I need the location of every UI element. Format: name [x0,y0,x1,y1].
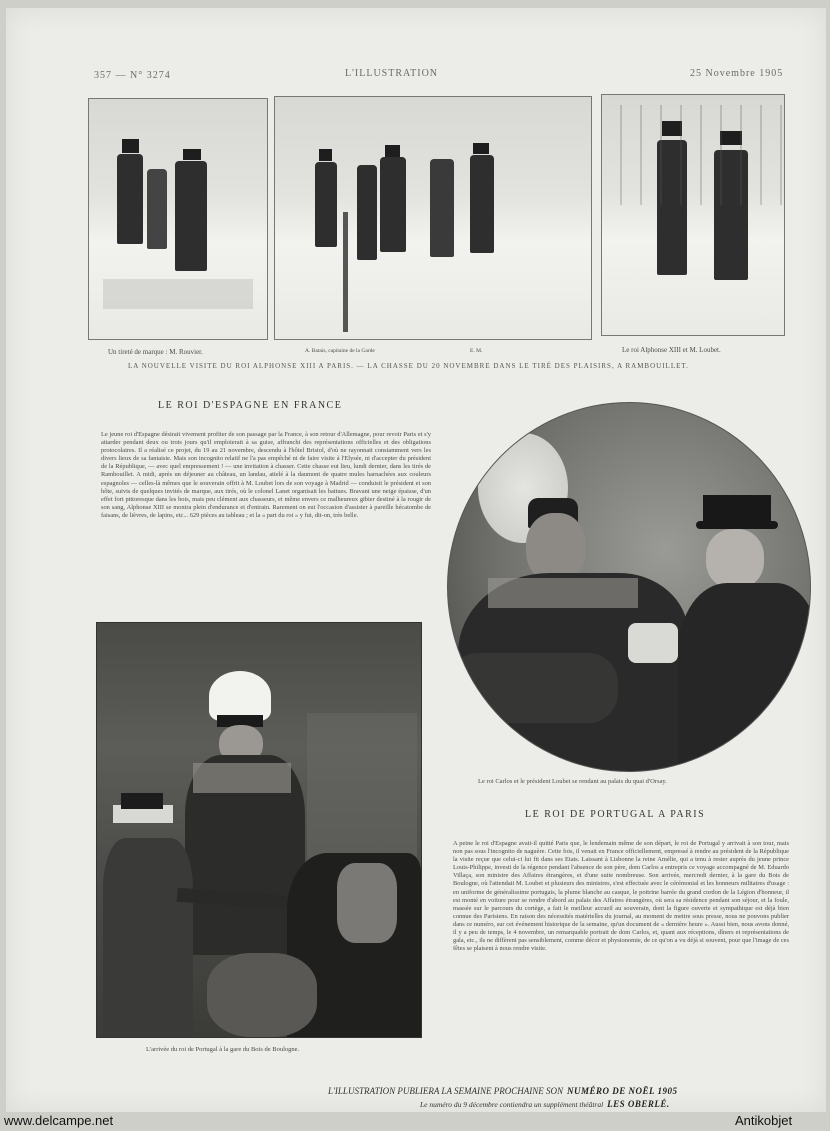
article1-body: Le jeune roi d'Espagne désirait vivement profiter de son passage par la France, à son retour d'Allemagne, pour revoir Paris et s'y attarder pendant deux ou trois jours qu'il emploierait à sa guise, affranchi des représentations officielles et des obligations protocolaires. Il a réalisé ce projet, du 19 au 21 novembre, descendu à l'hôtel Bristol, d'où ne rayonnait constamment vers les divers lieux de sa fantaisie. Mais son incognito relatif ne l'a pas empêché ni de faire visite à l'Elysée, ni d'accepter du président de la République, — avec quel empressement ! — une invitation à chasser. Cette chasse eut lieu, lundi dernier, dans les tirés de Rambouillet. A midi, après un déjeuner au château, un landau, attelé à la daumont de quatre mules harnachées aux couleurs espagnoles — celles-là mêmes que le souverain offrit à M. Loubet lors de son voyage à Madrid — conduisit le président et son hôte, suivis de quelques invités de marque, aux tirés, où le colonel Lanet organisait les battues. Bravant une neige épaisse, d'un effet fort pittoresque dans les bois, mais peu clément aux chasseurs, et même envers ce malheureux gibier destiné à la rougir de son sang, Alphonse XIII se montra plein d'endurance et d'entrain. Rarement on eut l'occasion d'assister à pareille hécatombe de faisans, de lièvres, de lapins, etc... 629 pièces au tableau ; et la « part du roi » y fut, dit-on, très belle. [101,431,431,519]
watermark-left: www.delcampe.net [4,1113,114,1128]
footer-noel-number: NUMÉRO DE NOËL 1905 [567,1086,678,1096]
arrival-photo-caption: L'arrivée du roi de Portugal à la gare du Bois de Boulogne. [146,1046,300,1053]
caption-right: Le roi Alphonse XIII et M. Loubet. [622,346,721,354]
article2-body: A peine le roi d'Espagne avait-il quitté Paris que, le lendemain même de son départ, le roi de Portugal y arrivait à son tour, mais non pas sous l'incognito de naguère. Cette fois, il venait en France officiellement, empressé à rendre au président de la République la visite reçue que celui-ci lui fit dans ses Etats. Laissant à Lisbonne la reine Amélie, qui a tenu à rester auprès du jeune prince Louis-Philippe, investi de la régence pendant l'absence de son père, dom Carlos a entrepris ce voyage accompagné de M. Eduardo Villaça, son ministre des Affaires étrangères, et d'une suite nombreuse. Son arrivée, mercredi dernier, à la gare du Bois de Boulogne, où l'attendait M. Loubet et plusieurs des ministres, s'est effectuée avec le cérémonial et les honneurs militaires d'usage : en uniforme de généralissime portugais, la plume blanche au casque, le poitrine barrée du grand cordon de la Légion d'honneur, il est monté en voiture pour se rendre d'abord au palais des Affaires étrangères, où sera sa résidence pendant son séjour, et la foule, massée sur le parcours du cortège, a fait le meilleur accueil au souverain, dont la figure ouverte et sympathique est déjà bien connue des Parisiens. En raison des nécessités matérielles du journal, au moment de mettre sous presse, nous ne pouvons publier dans ce numéro, sur cet événement historique de la semaine, qu'un document de « dernière heure ». Aussi bien, nous avons donné, il y a peu de temps, le 4 novembre, un remarquable portrait de dom Carlos, et, quant aux réceptions, dîners et représentations de gala, etc., ils ne diffèrent pas sensiblement, comme décor et physionomie, de ce qu'on a vu déjà si souvent, pour que l'image de ces fêtes se plaisent à nous rendre visite. [453,840,789,953]
journal-header: L'ILLUSTRATION [345,68,439,79]
caption-middle-2: E. M. [470,348,483,354]
page-number: 357 — N° 3274 [94,70,171,81]
arrival-photo [96,622,422,1038]
caption-left: Un tireté de marque : M. Rouvier. [108,348,203,356]
hunt-photo-left [88,98,268,340]
header-date: 25 Novembre 1905 [690,68,784,79]
watermark-right: Antikobjet [735,1113,793,1128]
footer-announcement: L'ILLUSTRATION PUBLIERA LA SEMAINE PROCHAINE SON [328,1086,564,1096]
article2-title: LE ROI DE PORTUGAL A PARIS [525,809,706,820]
article1-title: LE ROI D'ESPAGNE EN FRANCE [158,400,343,411]
hunt-photo-middle [274,96,592,340]
oval-photo-carriage [447,402,811,772]
footer-oberle: LES OBERLÉ. [607,1099,670,1109]
top-banner: LA NOUVELLE VISITE DU ROI ALPHONSE XIII A PARIS. — LA CHASSE DU 20 NOVEMBRE DANS LE TIRÉ DES PLAISIRS, A RAMBOUILLET. [128,362,689,370]
oval-photo-caption: Le roi Carlos et le président Loubet se rendant au palais du quai d'Orsay. [478,778,667,785]
caption-middle: A. Batais, capitaine de la Garde [305,348,375,354]
footer-line-2 [420,1094,670,1112]
hunt-photo-right [601,94,785,336]
footer-supplement: Le numéro du 9 décembre contiendra un supplément théâtral [420,1100,604,1109]
